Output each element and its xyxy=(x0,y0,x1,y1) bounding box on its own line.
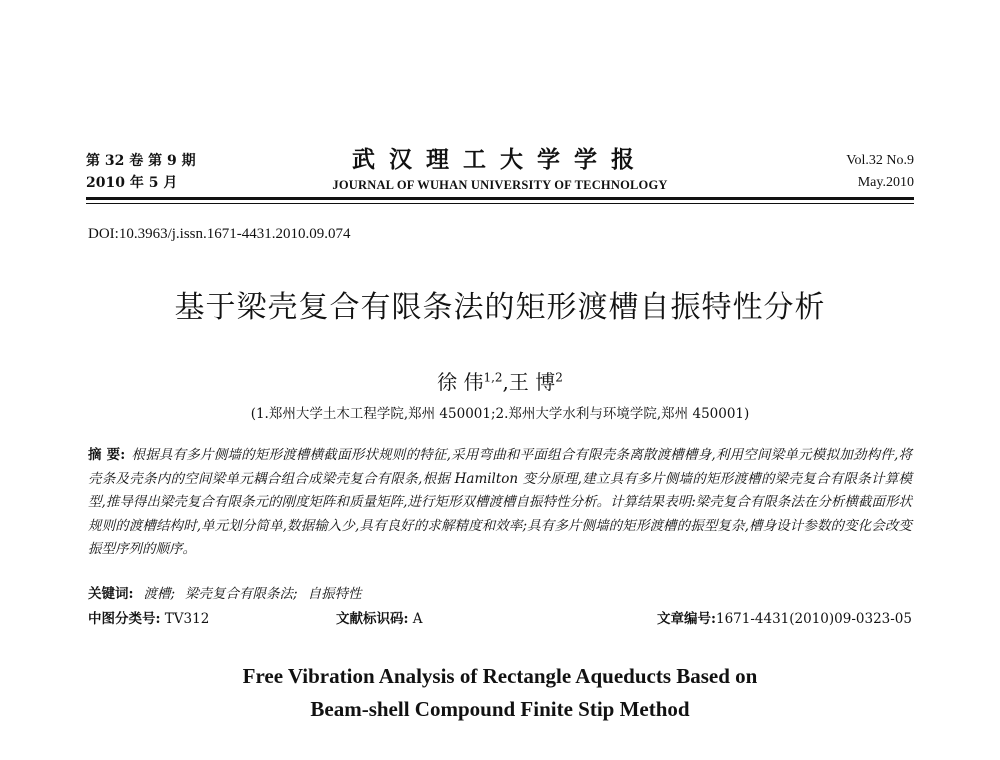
doi: DOI:10.3963/j.issn.1671-4431.2010.09.074 xyxy=(88,226,351,242)
paper-title-en-line2: Beam-shell Compound Finite Stip Method xyxy=(310,697,690,721)
article-number-value: 1671-4431(2010)09-0323-05 xyxy=(715,611,912,627)
paper-title-en xyxy=(0,660,1000,726)
paper-title-en-line1: Free Vibration Analysis of Rectangle Aqueducts Based on xyxy=(242,664,758,688)
journal-name xyxy=(250,146,750,194)
header-rule-thick xyxy=(86,197,914,200)
journal-issue-info xyxy=(86,150,196,194)
volume-issue-en: Vol.32 No.9 xyxy=(846,153,914,168)
keyword: 渡槽; xyxy=(143,586,176,602)
journal-name-en: JOURNAL OF WUHAN UNIVERSITY OF TECHNOLOGY xyxy=(332,178,668,192)
keyword: 梁壳复合有限条法; xyxy=(185,586,298,602)
author-list xyxy=(0,366,1000,395)
abstract-label: 摘 要: xyxy=(88,447,126,463)
abstract xyxy=(88,444,912,562)
keywords xyxy=(88,583,362,605)
date-cn: 2010 年 5 月 xyxy=(86,175,178,191)
journal-name-cn: 武汉理工大学学报 xyxy=(352,146,648,173)
keyword: 自振特性 xyxy=(307,586,362,602)
journal-issue-info-en xyxy=(846,150,914,194)
article-number-label: 文章编号: xyxy=(657,611,716,627)
clc-number xyxy=(88,608,209,630)
clc-label: 中图分类号: xyxy=(88,611,161,627)
abstract-text: 根据具有多片侧墙的矩形渡槽横截面形状规则的特征,采用弯曲和平面组合有限壳条离散渡槽槽身,利用空间梁单元模拟加劲构件,将壳条及壳条内的空间梁单元耦合组合成梁壳复合有限条,根据 Hamilton 变分原理,建立具有多片侧墙的矩形渡槽的梁壳复合有限条计算模型,推导得出梁壳复合有限条元的刚度矩阵和质量矩阵,进行矩形双槽渡槽自振特性分析。计算结果表明:梁壳复合有限条法在分析横截面形状规则的渡槽结构时,单元划分简单,数据输入少,具有良好的求解精度和效率;具有多片侧墙的矩形渡槽的振型复杂,槽身设计参数的变化会改变振型序列的顺序。 xyxy=(88,447,913,557)
affiliations: (1.郑州大学土木工程学院,郑州 450001;2.郑州大学水利与环境学院,郑州 450001) xyxy=(250,406,750,422)
date-en: May.2010 xyxy=(857,175,914,190)
clc-value: TV312 xyxy=(160,611,210,627)
author-name: 徐 伟 xyxy=(437,370,484,394)
author-separator: , xyxy=(502,370,509,394)
document-code-label: 文献标识码: xyxy=(336,611,409,627)
document-code xyxy=(336,608,423,630)
paper-title: 基于梁壳复合有限条法的矩形渡槽自振特性分析 xyxy=(174,290,826,325)
author-name: 王 博 xyxy=(508,370,556,394)
author-affiliation-mark: 2 xyxy=(555,370,563,385)
header-rule-thin xyxy=(86,203,914,204)
document-code-value: A xyxy=(408,611,423,627)
volume-issue-cn: 第 32 卷 第 9 期 xyxy=(86,153,196,169)
keywords-label: 关键词: xyxy=(88,586,134,602)
article-number xyxy=(657,608,912,630)
author-affiliation-mark: 1,2 xyxy=(483,370,503,385)
